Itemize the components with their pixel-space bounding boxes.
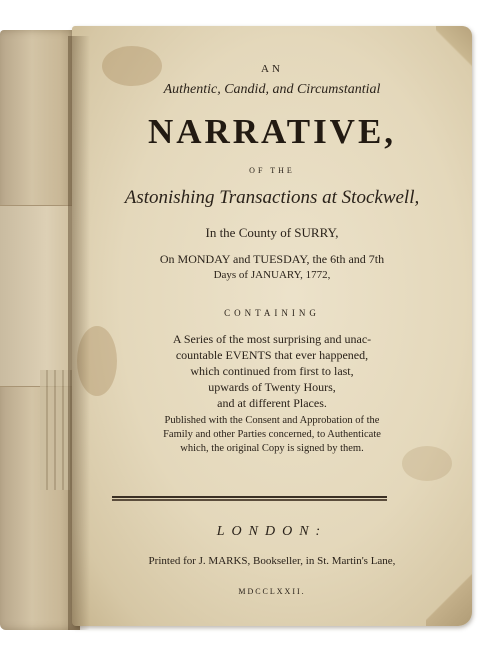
double-rule-divider: [112, 496, 387, 498]
title-article: AN: [261, 63, 283, 75]
imprint-date: MDCCLXXII.: [238, 587, 306, 596]
publication-line: which, the original Copy is signed by them.: [180, 443, 364, 454]
title-dates: On MONDAY and TUESDAY, the 6th and 7th: [159, 252, 385, 266]
events-line: which continued from first to last,: [190, 364, 354, 378]
containing-heading: CONTAINING: [224, 308, 320, 318]
publication-line: Family and other Parties concerned, to Authenticate: [163, 429, 381, 440]
publication-note: [72, 414, 472, 456]
imprint-city: LONDON:: [216, 524, 328, 539]
events-line: upwards of Twenty Hours,: [208, 380, 336, 394]
torn-binding-paper: [0, 205, 78, 387]
publication-line: Published with the Consent and Approbation of the: [164, 415, 380, 426]
events-line: countable EVENTS that ever happened,: [175, 348, 369, 362]
title-of-the: OF THE: [249, 166, 295, 175]
page-corner-curl-bottom: [426, 566, 472, 626]
gutter-shadow: [68, 36, 90, 630]
title-location: In the County of SURRY,: [205, 225, 339, 240]
title-subject: Astonishing Transactions at Stockwell,: [124, 187, 420, 208]
events-description: [72, 331, 472, 411]
title-days: Days of JANUARY, 1772,: [213, 269, 331, 281]
main-title: NARRATIVE,: [147, 112, 397, 151]
title-adjectives: Authentic, Candid, and Circumstantial: [163, 82, 381, 97]
events-line: A Series of the most surprising and unac-: [172, 332, 372, 346]
title-page: [72, 26, 472, 626]
events-line: and at different Places.: [217, 396, 327, 410]
imprint-printer: Printed for J. MARKS, Bookseller, in St. Martin's Lane,: [148, 555, 396, 567]
